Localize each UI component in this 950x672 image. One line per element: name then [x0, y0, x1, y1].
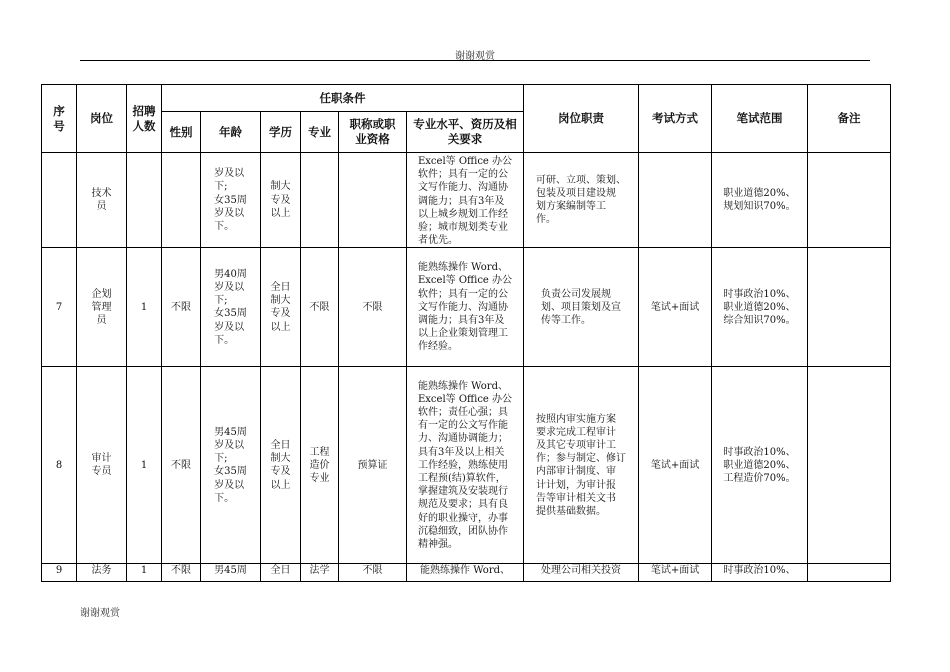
cell-seq: 8	[42, 367, 77, 564]
cell-education: 全日 制大 专及 以上	[261, 367, 301, 564]
cell-count: 1	[127, 564, 162, 582]
cell-gender	[162, 153, 201, 248]
header-rule	[80, 60, 870, 61]
cell-duties: 可研、立项、策划、 包装及项目建设规 划方案编制等工 作。	[524, 153, 639, 248]
page-header-text: 谢谢观赏	[455, 51, 495, 62]
cell-title-qual	[339, 153, 407, 248]
cell-gender: 不限	[162, 564, 201, 582]
header-gender: 性别	[162, 112, 201, 153]
header-exam-method: 考试方式	[639, 85, 712, 153]
cell-gender: 不限	[162, 248, 201, 367]
cell-seq: 9	[42, 564, 77, 582]
cell-exam-method	[639, 153, 712, 248]
cell-count: 1	[127, 248, 162, 367]
cell-exam-method: 笔试+面试	[639, 367, 712, 564]
recruitment-table	[41, 84, 891, 582]
cell-age: 男40周 岁及以 下; 女35周 岁及以 下。	[201, 248, 261, 367]
header-remarks: 备注	[808, 85, 891, 153]
header-skills: 专业水平、资历及相关要求	[407, 112, 524, 153]
cell-education: 全日 制大 专及 以上	[261, 248, 301, 367]
header-count: 招聘人数	[127, 85, 162, 153]
cell-seq	[42, 153, 77, 248]
cell-gender: 不限	[162, 367, 201, 564]
table-row	[42, 248, 891, 367]
cell-remarks	[808, 564, 891, 582]
cell-seq: 7	[42, 248, 77, 367]
header-duties: 岗位职责	[524, 85, 639, 153]
table-row	[42, 367, 891, 564]
cell-major: 不限	[301, 248, 339, 367]
cell-title-qual: 不限	[339, 248, 407, 367]
header-exam-scope: 笔试范围	[712, 85, 808, 153]
header-age: 年龄	[201, 112, 261, 153]
cell-post: 审计 专员	[77, 367, 127, 564]
cell-remarks	[808, 367, 891, 564]
cell-major: 法学	[301, 564, 339, 582]
cell-skills: 能熟练操作 Word、 Excel等 Office 办公 软件；具有一定的公 文写作能力、沟通协 调能力；具有3年及 以上企业策划管理工 作经验。	[407, 248, 524, 367]
header-title-qual: 职称或职业资格	[339, 112, 407, 153]
cell-exam-scope: 时事政治10%、	[712, 564, 808, 582]
cell-duties: 处理公司相关投资	[524, 564, 639, 582]
cell-exam-method: 笔试+面试	[639, 248, 712, 367]
cell-major: 工程 造价 专业	[301, 367, 339, 564]
cell-post: 技术 员	[77, 153, 127, 248]
header-post: 岗位	[77, 85, 127, 153]
page-footer-text: 谢谢观赏	[80, 608, 120, 619]
table-row	[42, 153, 891, 248]
cell-skills: 能熟练操作 Word、	[407, 564, 524, 582]
cell-duties: 按照内审实施方案 要求完成工程审计 及其它专项审计工 作；参与制定、修订 内部审计制度、审 计计划，为审计报 告等审计相关文书 提供基础数据。	[524, 367, 639, 564]
cell-major	[301, 153, 339, 248]
cell-remarks	[808, 248, 891, 367]
cell-exam-method: 笔试+面试	[639, 564, 712, 582]
cell-skills: Excel等 Office 办公 软件；具有一定的公 文写作能力、沟通协 调能力；具有3年及 以上城乡规划工作经 验；城市规划类专业 者优先。	[407, 153, 524, 248]
header-education: 学历	[261, 112, 301, 153]
header-seq: 序号	[42, 85, 77, 153]
cell-skills: 能熟练操作 Word、 Excel等 Office 办公 软件；责任心强；具 有一定的公文写作能 力、沟通协调能力； 具有3年及以上相关 工作经验，熟练使用 工程预(结)算软件， 掌握建筑及安装现行 规范及要求；具有良 好的职业操守，办事 沉稳细致，团队协作 精神强。	[407, 367, 524, 564]
cell-title-qual: 不限	[339, 564, 407, 582]
cell-exam-scope: 时事政治10%、 职业道德20%、 工程造价70%。	[712, 367, 808, 564]
header-major: 专业	[301, 112, 339, 153]
cell-age: 岁及以 下; 女35周 岁及以 下。	[201, 153, 261, 248]
header-conditions: 任职条件	[162, 85, 524, 112]
cell-post: 法务	[77, 564, 127, 582]
cell-count	[127, 153, 162, 248]
cell-remarks	[808, 153, 891, 248]
cell-post: 企划 管理 员	[77, 248, 127, 367]
cell-education: 制大 专及 以上	[261, 153, 301, 248]
cell-duties: 负责公司发展规 划、项目策划及宣 传等工作。	[524, 248, 639, 367]
header-row-1	[42, 85, 891, 112]
cell-age: 男45周	[201, 564, 261, 582]
table-row	[42, 564, 891, 582]
cell-education: 全日	[261, 564, 301, 582]
cell-title-qual: 预算证	[339, 367, 407, 564]
cell-exam-scope: 职业道德20%、 规划知识70%。	[712, 153, 808, 248]
cell-age: 男45周 岁及以 下; 女35周 岁及以 下。	[201, 367, 261, 564]
cell-count: 1	[127, 367, 162, 564]
cell-exam-scope: 时事政治10%、 职业道德20%、 综合知识70%。	[712, 248, 808, 367]
